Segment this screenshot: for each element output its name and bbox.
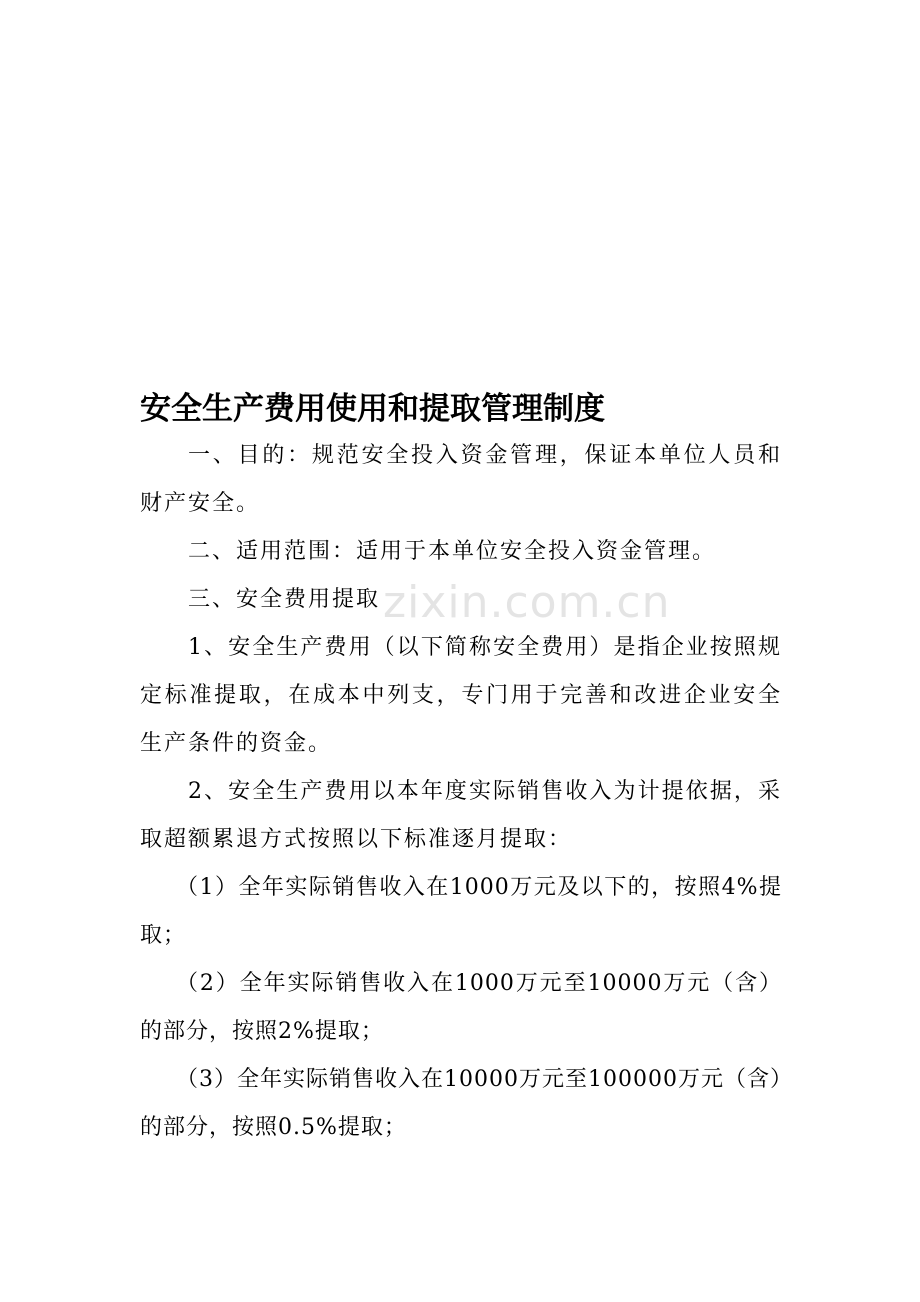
document-title: 安全生产费用使用和提取管理制度 [140,391,605,427]
paragraph-scope: 二、适用范围：适用于本单位安全投入资金管理。 [188,539,717,564]
paragraph-section-heading: 三、安全费用提取 [188,587,381,612]
paragraph-definition: 1、安全生产费用（以下简称安全费用）是指企业按照规定标准提取，在成本中列支，专门用于完善和改进企业安全生产条件的资金。 [140,635,782,756]
watermark: zixin.com.cn [383,577,671,628]
document-body [140,432,782,1152]
list-item-rate-3: （3）全年实际销售收入在10000万元至100000万元（含）的部分，按照0.5%提取； [140,1067,782,1140]
paragraph-basis: 2、安全生产费用以本年度实际销售收入为计提依据，采取超额累退方式按照以下标准逐月提取： [140,779,782,852]
paragraph-purpose: 一、目的：规范安全投入资金管理，保证本单位人员和财产安全。 [140,443,782,516]
list-item-rate-2: （2）全年实际销售收入在1000万元至10000万元（含）的部分，按照2%提取； [140,971,782,1044]
list-item-rate-1: （1）全年实际销售收入在1000万元及以下的，按照4%提取； [140,875,782,948]
